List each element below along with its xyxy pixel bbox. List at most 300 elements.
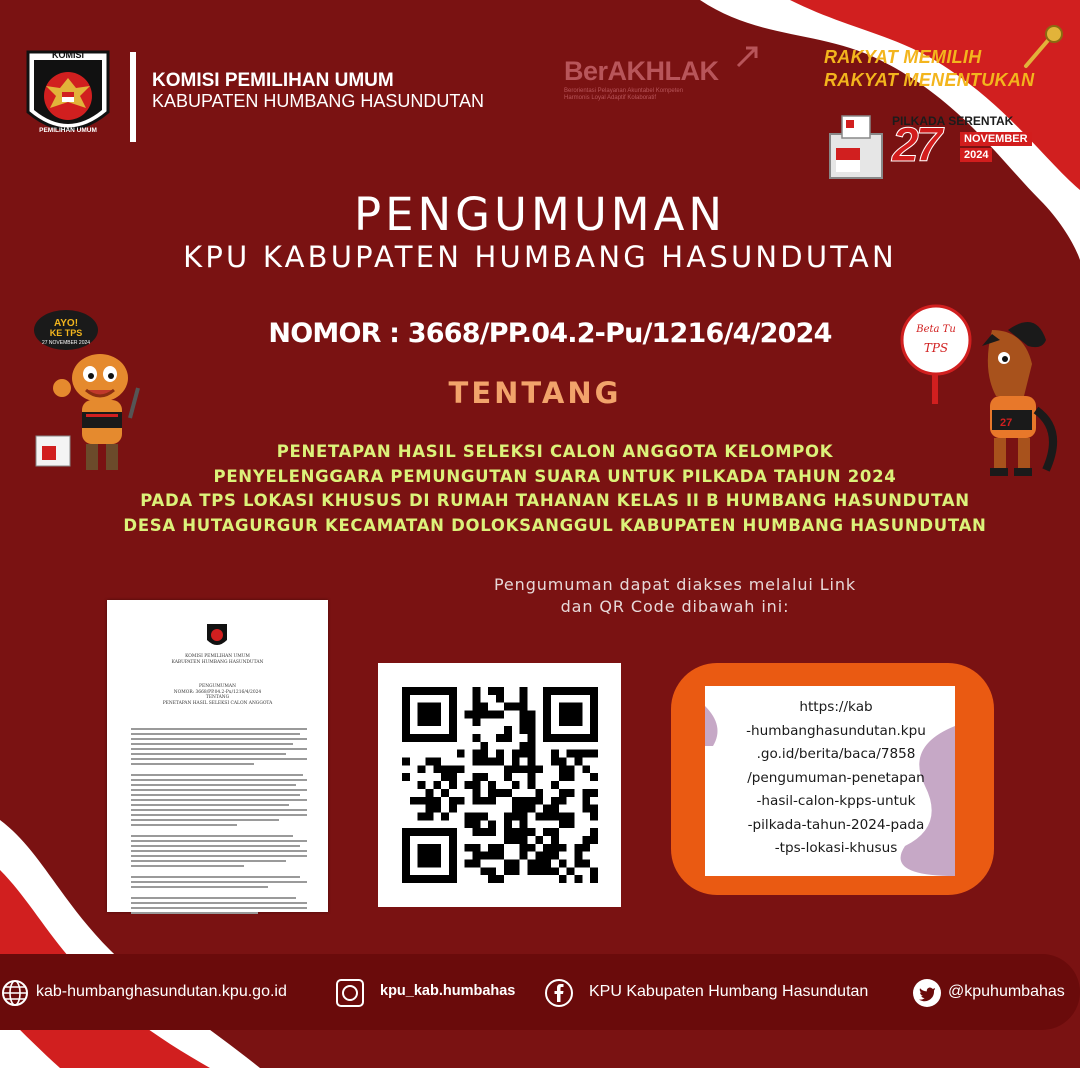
document-org2: KABUPATEN HUMBANG HASUNDUTAN — [171, 659, 264, 665]
qr-module — [496, 711, 504, 719]
qr-module — [520, 812, 528, 820]
qr-module — [543, 726, 551, 734]
qr-module — [449, 781, 457, 789]
document-text-line — [131, 784, 296, 786]
qr-module — [449, 797, 457, 805]
qr-module — [590, 703, 598, 711]
qr-module — [590, 687, 598, 695]
access-line1: Pengumuman dapat diakses melalui Link — [493, 575, 857, 594]
subject-line: PENYELENGGARA PEMUNGUTAN SUARA UNTUK PILKADA TAHUN 2024 — [213, 466, 897, 486]
qr-module — [473, 789, 481, 797]
qr-module — [480, 773, 488, 781]
qr-module — [465, 844, 473, 852]
qr-module — [449, 773, 457, 781]
qr-module — [410, 797, 418, 805]
qr-module — [402, 859, 410, 867]
document-text-line — [131, 881, 307, 883]
qr-module — [559, 734, 567, 742]
facebook-link[interactable]: KPU Kabupaten Humbang Hasundutan — [589, 983, 869, 1000]
qr-module — [418, 797, 426, 805]
qr-module — [433, 828, 441, 836]
qr-module — [574, 844, 582, 852]
qr-module — [574, 711, 582, 719]
qr-module — [551, 750, 559, 758]
qr-module — [582, 859, 590, 867]
qr-module — [449, 852, 457, 860]
qr-module — [457, 797, 465, 805]
qr-module — [551, 781, 559, 789]
qr-module — [512, 836, 520, 844]
document-title-block — [107, 684, 328, 706]
qr-module — [590, 789, 598, 797]
qr-module — [433, 844, 441, 852]
qr-module — [590, 828, 598, 836]
qr-module — [543, 828, 551, 836]
qr-module — [527, 758, 535, 766]
qr-module — [449, 805, 457, 813]
qr-module — [410, 875, 418, 883]
qr-module — [449, 718, 457, 726]
qr-module — [504, 789, 512, 797]
qr-module — [418, 687, 426, 695]
qr-module — [480, 867, 488, 875]
qr-module — [402, 875, 410, 883]
qr-module — [504, 836, 512, 844]
qr-module — [590, 812, 598, 820]
qr-module — [449, 703, 457, 711]
left-bubble-line2: KE TPS — [49, 328, 83, 338]
qr-module — [543, 867, 551, 875]
qr-module — [535, 836, 543, 844]
qr-module — [473, 695, 481, 703]
qr-module — [535, 852, 543, 860]
qr-module — [426, 852, 434, 860]
document-text-line — [131, 840, 307, 842]
qr-module — [480, 711, 488, 719]
qr-module — [512, 812, 520, 820]
qr-module — [559, 711, 567, 719]
qr-module — [567, 820, 575, 828]
pilkada-month: NOVEMBER — [960, 132, 1032, 146]
qr-module — [504, 859, 512, 867]
qr-module — [426, 812, 434, 820]
qr-module — [512, 828, 520, 836]
qr-module — [543, 734, 551, 742]
qr-module — [574, 875, 582, 883]
document-text-line — [131, 907, 307, 909]
qr-module — [551, 758, 559, 766]
qr-module — [527, 797, 535, 805]
qr-module — [504, 773, 512, 781]
kpu-logo — [20, 42, 116, 146]
qr-module — [574, 750, 582, 758]
twitter-icon — [912, 978, 942, 1008]
qr-module — [527, 742, 535, 750]
qr-module — [496, 687, 504, 695]
qr-module — [512, 703, 520, 711]
document-text-line — [131, 912, 258, 914]
qr-module — [473, 734, 481, 742]
document-text-line — [131, 876, 300, 878]
left-bubble-line3: 27 NOVEMBER 2024 — [41, 340, 91, 346]
url-line: .go.id/berita/baca/7858 — [756, 746, 916, 762]
qr-module — [527, 726, 535, 734]
qr-module — [473, 718, 481, 726]
qr-module — [433, 859, 441, 867]
qr-module — [504, 828, 512, 836]
berakhlak-tagline: Berorientasi Pelayanan Akuntabel Kompeten Harmonis Loyal Adaptif Kolaboratif — [564, 88, 684, 101]
qr-module — [527, 750, 535, 758]
qr-module — [496, 734, 504, 742]
qr-module — [402, 695, 410, 703]
qr-module — [520, 718, 528, 726]
qr-module — [567, 734, 575, 742]
document-text-line — [131, 809, 307, 811]
qr-module — [551, 836, 559, 844]
qr-module — [527, 711, 535, 719]
qr-module — [457, 750, 465, 758]
document-header — [107, 654, 328, 665]
qr-module — [488, 687, 496, 695]
qr-module — [527, 765, 535, 773]
qr-module — [512, 867, 520, 875]
document-text-line — [131, 850, 307, 852]
qr-module — [590, 734, 598, 742]
qr-module — [590, 773, 598, 781]
qr-module — [449, 828, 457, 836]
instagram-link[interactable]: kpu_kab.humbahas — [380, 983, 516, 999]
qr-module — [473, 797, 481, 805]
qr-module — [496, 789, 504, 797]
qr-module — [527, 781, 535, 789]
qr-module — [426, 828, 434, 836]
qr-module — [567, 765, 575, 773]
qr-module — [473, 703, 481, 711]
qr-module — [535, 765, 543, 773]
qr-module — [465, 812, 473, 820]
qr-module — [488, 852, 496, 860]
qr-module — [567, 867, 575, 875]
document-text-line — [131, 753, 286, 755]
berakhlak-logo — [560, 44, 760, 104]
document-text-line — [131, 829, 307, 832]
pilkada-year: 2024 — [960, 148, 992, 162]
qr-module — [465, 859, 473, 867]
qr-module — [426, 703, 434, 711]
document-text-line — [131, 758, 307, 760]
qr-module — [582, 844, 590, 852]
qr-module — [567, 773, 575, 781]
qr-module — [418, 703, 426, 711]
qr-module — [543, 852, 551, 860]
qr-module — [449, 765, 457, 773]
qr-module — [449, 867, 457, 875]
qr-module — [480, 812, 488, 820]
qr-module — [402, 836, 410, 844]
qr-module — [402, 828, 410, 836]
tentang-label: TENTANG — [448, 376, 622, 410]
qr-module — [551, 852, 559, 860]
slogan-line2: RAKYAT MENENTUKAN — [824, 70, 1035, 90]
document-text-line — [131, 748, 307, 750]
qr-module — [410, 734, 418, 742]
pilkada-badge — [826, 106, 1040, 180]
qr-module — [543, 844, 551, 852]
qr-module — [567, 812, 575, 820]
qr-module — [480, 797, 488, 805]
qr-module — [527, 718, 535, 726]
qr-module — [520, 687, 528, 695]
document-text-line — [131, 763, 254, 765]
qr-module — [512, 805, 520, 813]
qr-module — [426, 875, 434, 883]
left-bubble-line1: AYO! — [53, 318, 79, 329]
qr-module — [567, 711, 575, 719]
qr-module — [520, 711, 528, 719]
qr-module — [480, 852, 488, 860]
qr-module — [551, 812, 559, 820]
qr-module — [418, 844, 426, 852]
document-text-line — [131, 891, 307, 894]
qr-module — [551, 805, 559, 813]
page-title: PENGUMUMAN — [353, 188, 727, 241]
qr-module — [418, 781, 426, 789]
qr-module — [418, 859, 426, 867]
qr-module — [504, 765, 512, 773]
qr-module — [551, 734, 559, 742]
qr-module — [426, 711, 434, 719]
qr-module — [527, 734, 535, 742]
qr-module — [426, 789, 434, 797]
qr-module — [520, 742, 528, 750]
qr-module — [559, 812, 567, 820]
document-text-line — [131, 743, 293, 745]
qr-module — [512, 781, 520, 789]
url-line: -pilkada-tahun-2024-pada — [747, 816, 925, 833]
qr-module — [543, 687, 551, 695]
qr-module — [426, 805, 434, 813]
qr-module — [520, 765, 528, 773]
qr-module — [426, 718, 434, 726]
qr-module — [433, 852, 441, 860]
qr-module — [567, 789, 575, 797]
qr-module — [441, 828, 449, 836]
qr-module — [488, 789, 496, 797]
qr-module — [441, 812, 449, 820]
qr-module — [574, 859, 582, 867]
right-bubble-line2: TPS — [923, 341, 949, 355]
qr-module — [590, 695, 598, 703]
slogan-line1: RAKYAT MEMILIH — [824, 47, 982, 67]
qr-module — [567, 687, 575, 695]
qr-module — [465, 820, 473, 828]
document-text-line — [131, 779, 307, 781]
qr-module — [457, 765, 465, 773]
qr-module — [512, 765, 520, 773]
globe-icon — [0, 978, 30, 1008]
qr-module — [590, 805, 598, 813]
link-card[interactable] — [671, 663, 994, 895]
qr-module — [488, 820, 496, 828]
qr-module — [418, 852, 426, 860]
qr-module — [520, 828, 528, 836]
qr-module — [449, 687, 457, 695]
qr-module — [504, 734, 512, 742]
qr-module — [488, 711, 496, 719]
qr-module — [527, 844, 535, 852]
pilkada-day: 27 — [892, 119, 940, 172]
url-line: -humbanghasundutan.kpu — [746, 722, 926, 739]
qr-module — [441, 789, 449, 797]
qr-module — [449, 836, 457, 844]
qr-module — [410, 828, 418, 836]
qr-module — [449, 711, 457, 719]
announcement-url[interactable] — [705, 696, 955, 861]
qr-module — [520, 852, 528, 860]
qr-module — [574, 687, 582, 695]
qr-module — [551, 797, 559, 805]
qr-module — [559, 703, 567, 711]
qr-module — [496, 695, 504, 703]
qr-module — [418, 718, 426, 726]
qr-module — [590, 750, 598, 758]
qr-module — [433, 703, 441, 711]
document-text-line — [131, 870, 307, 873]
qr-module — [402, 852, 410, 860]
qr-module — [582, 805, 590, 813]
qr-module — [590, 718, 598, 726]
qr-module — [590, 726, 598, 734]
qr-module — [559, 765, 567, 773]
document-text-line — [131, 886, 268, 888]
qr-module — [473, 773, 481, 781]
subject-line: PADA TPS LOKASI KHUSUS DI RUMAH TAHANAN KELAS II B HUMBANG HASUNDUTAN — [140, 491, 970, 510]
qr-module — [410, 687, 418, 695]
qr-module — [402, 687, 410, 695]
qr-module — [527, 828, 535, 836]
qr-module — [504, 726, 512, 734]
qr-module — [504, 812, 512, 820]
qr-module — [559, 844, 567, 852]
document-text-line — [131, 835, 293, 837]
qr-module — [559, 797, 567, 805]
right-bubble-line1: Beta Tu — [916, 324, 956, 335]
document-body-lines — [131, 728, 307, 917]
qr-module — [418, 711, 426, 719]
url-line: -tps-lokasi-khusus — [774, 840, 898, 856]
qr-module — [590, 711, 598, 719]
qr-module — [512, 859, 520, 867]
qr-module — [473, 852, 481, 860]
qr-module — [473, 758, 481, 766]
qr-module — [496, 844, 504, 852]
qr-module — [551, 828, 559, 836]
qr-module — [520, 750, 528, 758]
document-text-line — [131, 804, 289, 806]
logo-text-bottom: PEMILIHAN UMUM — [39, 127, 97, 134]
berakhlak-word: BerAKHLAK — [564, 56, 719, 86]
qr-module — [433, 875, 441, 883]
qr-module — [512, 758, 520, 766]
qr-module — [535, 797, 543, 805]
twitter-link[interactable]: @kpuhumbahas — [948, 983, 1065, 1000]
qr-module — [543, 711, 551, 719]
qr-module — [488, 797, 496, 805]
qr-module — [449, 726, 457, 734]
qr-module — [418, 812, 426, 820]
qr-module — [582, 750, 590, 758]
qr-module — [551, 687, 559, 695]
qr-module — [488, 828, 496, 836]
qr-module — [543, 718, 551, 726]
document-text-line — [131, 733, 300, 735]
qr-module — [473, 687, 481, 695]
document-text-line — [131, 738, 307, 740]
qr-module — [402, 867, 410, 875]
qr-module — [418, 828, 426, 836]
facebook-icon — [544, 978, 574, 1008]
qr-module — [402, 718, 410, 726]
qr-module — [433, 781, 441, 789]
qr-module — [504, 820, 512, 828]
qr-module — [449, 695, 457, 703]
qr-module — [480, 742, 488, 750]
qr-module — [465, 781, 473, 789]
qr-module — [535, 789, 543, 797]
qr-module — [543, 805, 551, 813]
qr-code[interactable] — [402, 687, 598, 883]
qr-module — [512, 797, 520, 805]
document-text-line — [131, 768, 307, 771]
qr-module — [426, 758, 434, 766]
qr-code-card[interactable] — [378, 663, 621, 907]
qr-module — [418, 734, 426, 742]
document-text-line — [131, 814, 307, 816]
qr-module — [402, 773, 410, 781]
qr-module — [488, 781, 496, 789]
document-text-line — [131, 789, 307, 791]
qr-module — [582, 797, 590, 805]
qr-module — [441, 687, 449, 695]
mascot-right — [896, 300, 1064, 480]
qr-module — [473, 828, 481, 836]
document-thumbnail[interactable] — [107, 600, 328, 912]
link-card-inner — [705, 686, 955, 876]
pilkada-label: PILKADA SERENTAK — [892, 114, 1014, 128]
qr-module — [574, 718, 582, 726]
qr-module — [473, 820, 481, 828]
qr-module — [433, 758, 441, 766]
qr-module — [527, 773, 535, 781]
qr-module — [582, 734, 590, 742]
qr-module — [441, 773, 449, 781]
page-subtitle: KPU KABUPATEN HUMBANG HASUNDUTAN — [183, 240, 897, 274]
qr-module — [473, 711, 481, 719]
qr-module — [433, 711, 441, 719]
qr-module — [543, 695, 551, 703]
url-line: /pengumuman-penetapan — [747, 769, 925, 786]
qr-module — [520, 844, 528, 852]
qr-module — [433, 765, 441, 773]
qr-module — [590, 867, 598, 875]
qr-module — [520, 797, 528, 805]
qr-module — [480, 750, 488, 758]
org-region: KABUPATEN HUMBANG HASUNDUTAN — [152, 91, 485, 111]
qr-module — [441, 734, 449, 742]
website-link[interactable]: kab-humbanghasundutan.kpu.go.id — [36, 983, 287, 1000]
qr-module — [473, 781, 481, 789]
qr-module — [449, 844, 457, 852]
